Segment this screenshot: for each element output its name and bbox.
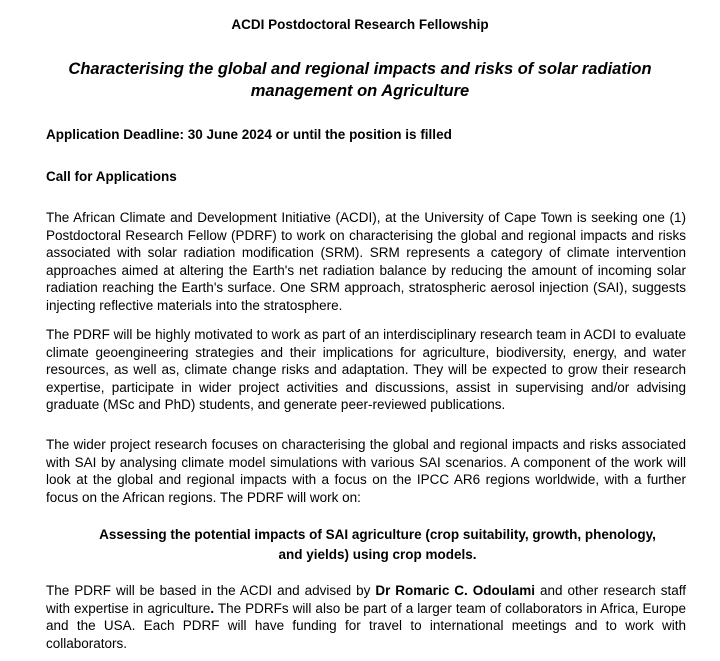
project-paragraph: The wider project research focuses on characterising the global and regional impacts and risks associated with SAI by analysing climate model simulations with various SAI scenarios. A component of the work will look at the global and regional impacts with a focus on the IPCC AR6 regions worldwide, with a further focus on the African regions. The PDRF will work on:: [46, 437, 686, 505]
fellowship-title: ACDI Postdoctoral Research Fellowship: [231, 17, 489, 32]
advisor-paragraph: [46, 582, 686, 652]
advisor-name: Dr Romaric C. Odoulami: [375, 583, 536, 598]
advisor-text-post: The PDRFs will also be part of a larger team of collaborators in Africa, Europe and the USA. Each PDRF will have funding for travel to international meetings and to work with collaborators.: [46, 600, 686, 651]
document-title: Characterising the global and regional impacts and risks of solar radiation management on Agriculture: [68, 60, 652, 100]
role-paragraph: The PDRF will be highly motivated to work as part of an interdisciplinary research team in ACDI to evaluate climate geoengineering strategies and their implications for agriculture, biodiversity, energy, and water resources, as well as, climate change risks and adaptation. They will be expected to grow their research expertise, participate in wider project activities and discussions, assist in supervising and/or advising graduate (MSc and PhD) students, and generate peer-reviewed publications.: [46, 327, 686, 412]
intro-paragraph: The African Climate and Development Initiative (ACDI), at the University of Cape Town is seeking one (1) Postdoctoral Research Fellow (PDRF) to work on characterising the global and regional impacts and risks associated with solar radiation modification (SRM). SRM represents a category of climate intervention approaches aimed at altering the Earth's net radiation balance by reducing the amount of incoming solar radiation reaching the Earth's surface. One SRM approach, stratospheric aerosol injection (SAI), suggests injecting reflective materials into the stratosphere.: [46, 210, 686, 313]
research-focus-statement: Assessing the potential impacts of SAI agriculture (crop suitability, growth, phenology, and yields) using crop models.: [99, 527, 656, 562]
advisor-text-mid: and other research staff with expertise in agriculture: [46, 583, 686, 616]
advisor-text-pre: The PDRF will be based in the ACDI and advised by: [46, 583, 376, 598]
call-for-applications-heading: Call for Applications: [46, 169, 177, 184]
advisor-period: .: [210, 600, 215, 616]
application-deadline: Application Deadline: 30 June 2024 or until the position is filled: [46, 127, 452, 142]
